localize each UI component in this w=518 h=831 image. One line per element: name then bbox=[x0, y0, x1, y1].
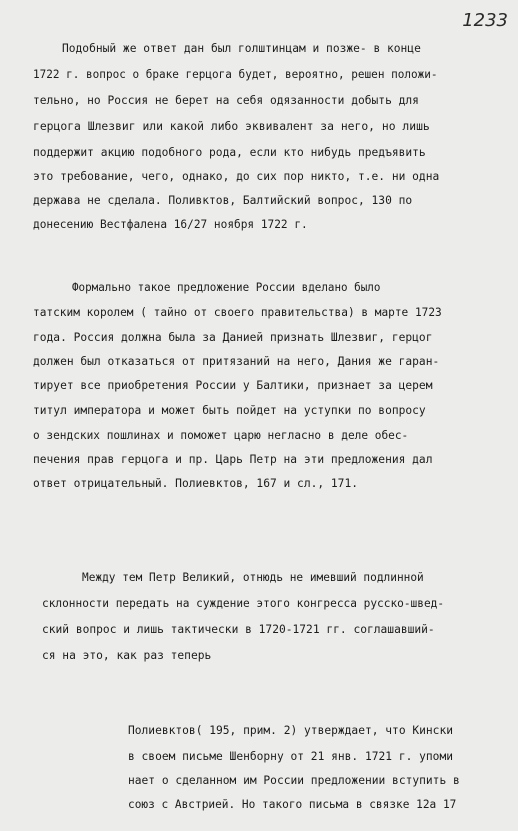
text-line: герцога Шлезвиг или какой либо эквивалент за него, но лишь bbox=[33, 119, 430, 133]
text-line: это требование, чего, однако, до сих пор никто, т.е. ни одна bbox=[33, 169, 440, 183]
text-line: ся на это, как раз теперь bbox=[42, 648, 212, 662]
text-line: о зендских пошлинах и поможет царю негласно в деле обес- bbox=[33, 428, 409, 442]
text-line: в своем письме Шенборну от 21 янв. 1721 г. упоми bbox=[128, 749, 453, 763]
text-line: поддержит акцию подобного рода, если кто нибудь предъявить bbox=[33, 145, 426, 159]
text-line: татским королем ( тайно от своего правительства) в марте 1723 bbox=[33, 305, 442, 319]
text-line: года. Россия должна была за Данией признать Шлезвиг, герцог bbox=[33, 330, 433, 344]
text-line: должен был отказаться от притязаний на него, Дания же гаран- bbox=[33, 354, 440, 368]
text-line: Между тем Петр Великий, отнюдь не имевший подлинной bbox=[82, 570, 424, 584]
text-line: печения прав герцога и пр. Царь Петр на эти предложения дал bbox=[33, 452, 433, 466]
text-line: союз с Австрией. Но такого письма в связке 12а 17 bbox=[128, 797, 457, 811]
text-line: 1722 г. вопрос о браке герцога будет, вероятно, решен положи- bbox=[33, 67, 438, 81]
text-line: титул императора и может быть пойдет на уступки по вопросу bbox=[33, 403, 426, 417]
text-line: держава не сделала. Поливктов, Балтийский вопрос, 130 по bbox=[33, 193, 413, 207]
text-line: Полиевктов( 195, прим. 2) утверждает, что Кински bbox=[128, 723, 453, 737]
text-line: ответ отрицательный. Полиевктов, 167 и сл., 171. bbox=[33, 476, 358, 490]
text-line: склонности передать на суждение этого конгресса русско-швед- bbox=[42, 596, 445, 610]
text-line: тирует все приобретения России у Балтики, признает за церем bbox=[33, 378, 433, 392]
text-line: донесению Вестфалена 16/27 ноября 1722 г. bbox=[33, 217, 308, 231]
text-line: Подобный же ответ дан был голштинцам и позже- в конце bbox=[62, 41, 421, 55]
text-line: Формально такое предложение России вделано было bbox=[72, 280, 381, 294]
text-line: ский вопрос и лишь тактически в 1720-1721 гг. соглашавший- bbox=[42, 622, 435, 636]
text-line: нает о сделанном им России предложении вступить в bbox=[128, 773, 460, 787]
page-number: 1233 bbox=[462, 10, 508, 31]
text-line: тельно, но Россия не берет на себя одязанности добыть для bbox=[33, 93, 419, 107]
